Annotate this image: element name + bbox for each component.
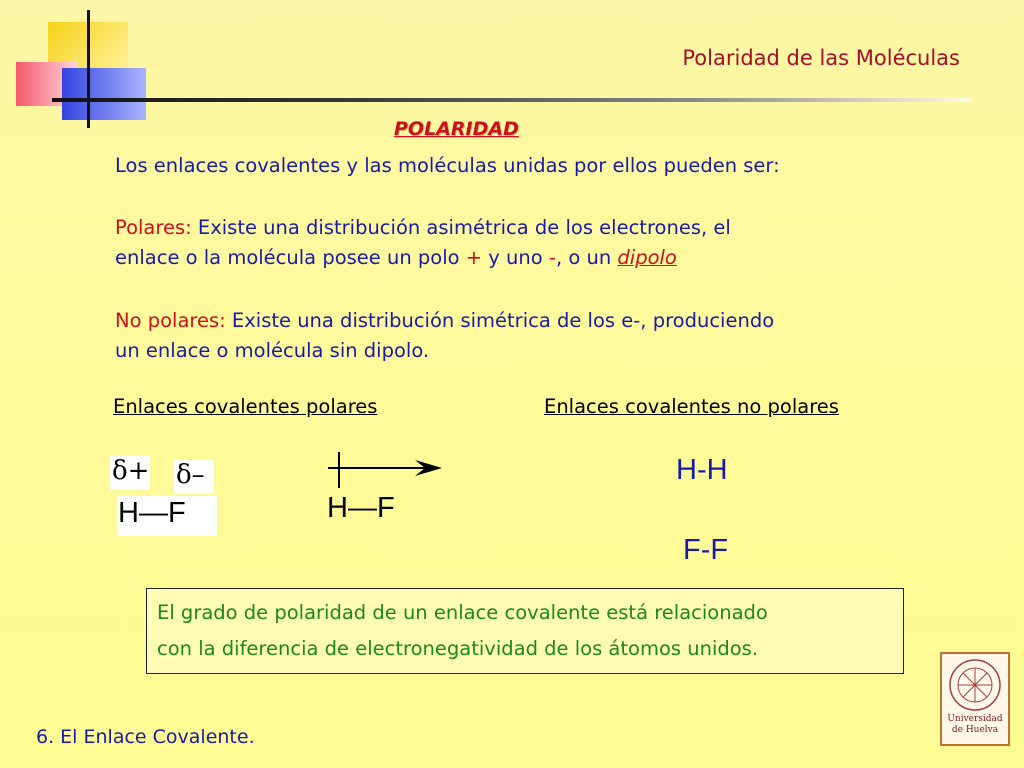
intro-text: Los enlaces covalentes y las moléculas unidas por ellos pueden ser: [115, 154, 780, 177]
logo-text-2: de Huelva [951, 725, 999, 735]
footer-chapter: 6. El Enlace Covalente. [36, 726, 255, 748]
heading-nonpolar-bonds: Enlaces covalentes no polares [544, 395, 839, 418]
polo-plus: + [465, 246, 483, 269]
section-title: POLARIDAD [394, 118, 519, 140]
example-h2: H-H [676, 454, 728, 486]
bond-line: — [347, 492, 377, 524]
polo-minus: - [548, 246, 556, 269]
dipole-arrow-icon [320, 448, 450, 494]
logo-square-blue [62, 68, 146, 120]
atom-h: H [118, 497, 139, 529]
polares-label: Polares: [115, 216, 192, 239]
dipolo-term: dipolo [617, 246, 677, 269]
example-f2: F-F [683, 534, 729, 566]
polares-text-2a: enlace o la molécula posee un polo [115, 246, 466, 269]
no-polares-label: No polares: [115, 309, 226, 332]
logo-vertical-line [87, 10, 90, 128]
atom-f: F [376, 492, 395, 524]
no-polares-text-1: Existe una distribución simétrica de los e-, produciendo [225, 309, 775, 332]
info-line-1: El grado de polaridad de un enlace covalente está relacionado [157, 601, 768, 624]
bond-line: — [138, 497, 168, 529]
header-title: Polaridad de las Moléculas [682, 46, 960, 70]
hf-molecule-left [118, 497, 186, 530]
header-divider [52, 98, 972, 102]
heading-polar-bonds: Enlaces covalentes polares [113, 395, 378, 418]
polares-text-1: Existe una distribución asimétrica de los electrones, el [191, 216, 731, 239]
university-logo [940, 652, 1010, 746]
atom-h: H [327, 492, 348, 524]
polares-text-2b: y uno [482, 246, 549, 269]
hf-molecule-mid [327, 492, 395, 525]
delta-minus: δ– [176, 460, 205, 490]
polares-paragraph [115, 213, 935, 273]
no-polares-paragraph [115, 306, 935, 366]
info-box [146, 588, 904, 674]
university-seal-icon [942, 656, 1008, 714]
polares-text-2c: , o un [555, 246, 618, 269]
info-line-2: con la diferencia de electronegatividad de los átomos unidos. [157, 637, 759, 660]
no-polares-text-2: un enlace o molécula sin dipolo. [115, 339, 430, 362]
delta-plus: δ+ [112, 456, 150, 486]
atom-f: F [167, 497, 186, 529]
logo-text-1: Universidad [947, 714, 1003, 724]
